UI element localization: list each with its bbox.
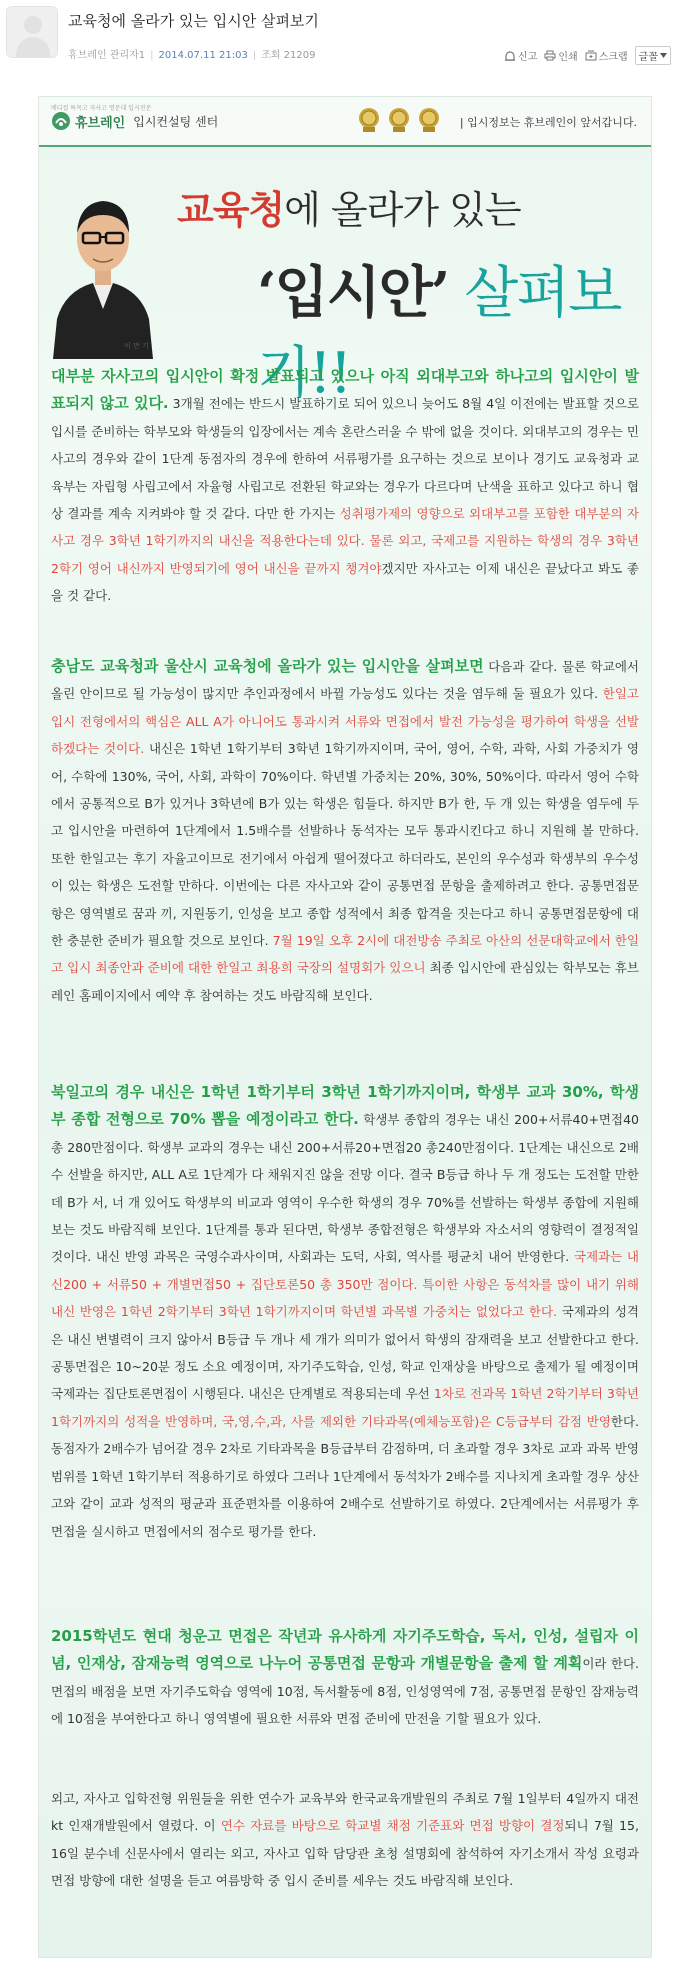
highlight-text: 충남도 교육청과 울산시 교육청에 올라가 있는 입시안을 살펴보면 [51,657,484,675]
portrait-signature: 이 만 기 [124,342,149,350]
view-count: 조회 21209 [261,50,316,61]
article-paragraph [51,1079,639,1545]
headline-line1: 교육청에 올라가 있는 [177,187,521,232]
body-text: 한다. 동점자가 2배수가 넘어갈 경우 2차로 기타과목을 B등급부터 감점하며, 더 초과할 경우 3차로 교과 과목 반영 범위를 1학년 1학기부터 적용하기로 하였다 그러나 1단계에서 동석차가 2배수를 지나치게 초과할 경우 상산고와 같이 교과 성적의 평균과 표준편차를 이용하여 2배수로 선발하기로 하였다. 2단계에서는 서류평가 후 면접을 실시하고 면접에서의 점수로 평가를 한다. [51,1413,639,1539]
emphasis-text: 1차로 전과목 1학년 2학기부터 3학년 1학기까지의 성적을 반영하며, 국,영,수,과, 사를 제외한 기타과목(예체능포함)은 C등급부터 감점 반영 [51,1386,639,1429]
highlight-text: 북일고의 경우 내신은 1학년 1학기부터 3학년 1학기까지이며, 학생부 교과 30%, 학생부 종합 전형으로 70% 뽑을 예정이라고 한다. [51,1083,639,1129]
post-actions [504,46,671,65]
siren-icon [504,50,516,61]
headline-line2: ‘입시안’ 살펴보기!! [257,260,621,406]
logo-brand: 휴브레인 [75,115,126,131]
post-title: 교육청에 올라가 있는 입시안 살펴보기 [68,12,319,30]
logo-sub: 입시컨설팅 센터 [133,114,219,129]
body-text: 겠지만 자사고는 이제 내신은 끝났다고 봐도 좋을 것 같다. [51,560,639,604]
award-medal-icon [417,106,441,134]
post-date: 2014.07.11 21:03 [158,50,248,61]
emphasis-text: 7월 19일 오후 2시에 대전방송 주최로 아산의 선문대학교에서 한일고 입시 최종안과 준비에 대한 한일고 최용희 국장의 설명회가 있으니 [51,933,640,976]
logo-tagline: 메디컬 특목고 자사고 명문대 입시전문 [51,105,152,112]
font-select[interactable]: 글꼴 [635,46,671,65]
post-meta: 휴브레인 관리자1 | 2014.07.11 21:03 | 조회 21209 [68,50,316,61]
article-paragraph [51,653,639,1009]
award-medals [357,106,441,134]
body-text: 3개월 전에는 반드시 발표하기로 되어 있으니 늦어도 8월 4일 이전에는 발표할 것으로 입시를 준비하는 학부모와 학생들의 입장에서는 계속 혼란스러울 수 밖에 없을 것이다. 외대부고의 경우는 민사고의 경우와 같이 1단계 동점자의 경우에 한하여 서류평가를 요구하는 것으로 보이나 경기도 교육청과 교육부는 자립형 사립고에서 자율형 사립고로 전환된 학교와는 경우가 다르다며 난색을 표하고 있다고 하니 협상 결과를 계속 지켜봐야 할 것 같다. 다만 한 가지는 [51,396,639,522]
emphasis-text: 국제과는 내신200 + 서류50 + 개별면접50 + 집단토론50 총 350만 점이다. 특이한 사항은 동석차를 많이 내기 위해 내신 반영은 1학년 2학기부터 3학년 1학기까지이며 학년별 과목별 가중치는 없었다고 한다. [51,1249,639,1320]
body-text: 학생부 종합의 경우는 내신 200+서류40+면접40 총 280만점이다. 학생부 교과의 경우는 내신 200+서류20+면접20 총240만점이다. 1단계는 내신으로 2배수 선발을 하지만, ALL A로 1단계가 다 채워지진 않을 전망 이다. 결국 B등급 하나 두 개 정도는 도전할 만한데 B가 서, 너 개 있어도 학생부의 비교과 영역이 우수한 학생의 경우 70%를 선발하는 학생부 종합에 지원해 보는 것도 바람직해 보인다. 1단계를 통과 된다면, 학생부 종합전형은 학생부와 자소서의 영향력이 결정적일 것이다. 내신 반영 과목은 국영수과사이며, 사회과는 도덕, 사회, 역사를 평균치 내어 반영한다. [51,1112,639,1265]
scrap-icon [585,50,597,61]
highlight-text: 대부분 자사고의 입시안이 확정 발표되고 있으나 아직 외대부고와 하나고의 입시안이 발표되지 않고 있다. [51,367,639,413]
author-name[interactable]: 휴브레인 관리자1 [68,50,146,61]
brand-logo [51,105,219,131]
report-button[interactable]: 신고 [504,48,537,63]
highlight-text: 2015학년도 현대 청운고 면접은 작년과 유사하게 자기주도학습, 독서, 인성, 설립자 이념, 인재상, 잠재능력 영역으로 나누어 공통면접 문항과 개별문항을 출제 할 계획 [51,1627,639,1673]
banner-slogan: | 입시정보는 휴브레인이 앞서갑니다. [459,116,637,129]
body-text: 내신은 1학년 1학기부터 3학년 1학기까지이며, 국어, 영어, 수학, 과학, 사회 가중치가 영어, 수학에 130%, 국어, 사회, 과학이 70%이다. 학년별 가중치는 20%, 30%, 50%이다. 따라서 영어 수학에서 공통적으로 B가 있거나 3학년에 B가 있는 학생은 힘들다. 하지만 B가 한, 두 개 있는 학생을 염두에 두고 입시안을 마련하여 1단계에서 1.5배수를 선발하나 동석자는 모두 통과시킨다고 하니 지원해 볼 만하다. 또한 한일고는 후기 자율고이므로 전기에서 아쉽게 떨어졌다고 하더라도, 본인의 우수성과 학생부의 우수성이 있는 학생은 도전할 만하다. 이번에는 다른 자사고와 같이 공통면접 문항을 출제하려고 한다. 공통면접문항은 영역별로 꿈과 끼, 지원동기, 인성을 보고 종합 성적에서 최종 합격을 짓는다고 하니 공통면접문항에 대한 충분한 준비가 필요할 것으로 보인다. [51,741,639,949]
article-paragraph [51,1623,639,1733]
body-text: 국제과의 성격은 내신 변별력이 크지 않아서 B등급 두 개나 세 개가 의미가 없어서 학생의 잠재력을 보고 선발한다고 한다. 공통면접은 10~20분 정도 소요 예정이며, 자기주도학습, 인성, 학교 인재상을 바탕으로 출제가 될 예정이며 국제과는 집단토론면접이 시행된다. 내신은 단계별로 적용되는데 우선 [51,1304,639,1402]
award-medal-icon [357,106,381,134]
scrap-button[interactable]: 스크랩 [585,48,628,63]
emphasis-text: 연수 자료를 바탕으로 학교별 채점 기준표와 면접 방향이 결정 [220,1818,565,1834]
award-medal-icon [387,106,411,134]
body-text: 다음과 같다. 물론 학교에서 올린 안이므로 될 가능성이 많지만 추인과정에서 바뀔 가능성도 있다는 것을 염두해 둘 필요가 있다. [51,659,639,702]
content-panel [38,96,652,1958]
body-text: 외고, 자사고 입학전형 위원들을 위한 연수가 교육부와 한국교육개발원의 주최로 7월 1일부터 4일까지 대전 kt 인재개발원에서 열렸다. 이 [51,1791,639,1834]
hero-banner [39,149,651,406]
body-text: 이라 한다. 면접의 배점을 보면 자기주도학습 영역에 10점, 독서활동에 8점, 인성영역에 7점, 공통면접 문항인 잠재능력에 10점을 부여한다고 하니 영역별에 필요한 서류와 면접 준비에 만전을 기할 필요가 있다. [51,1656,639,1727]
body-text: 최종 입시안에 관심있는 학부모는 휴브레인 홈페이지에서 예약 후 참여하는 것도 바람직해 보인다. [51,960,639,1003]
article-paragraph [51,363,639,610]
hubrain-logo-icon [51,111,71,131]
article-paragraph [51,1785,639,1895]
post-header [0,0,689,76]
chevron-down-icon [660,53,667,58]
printer-icon [544,50,556,61]
print-button[interactable]: 인쇄 [544,48,577,63]
emphasis-text: 한일고 입시 전형에서의 핵심은 ALL A가 아니어도 통과시켜 서류와 면접에서 발전 가능성을 평가하여 학생을 선발하겠다는 것이다. [51,686,639,757]
banner-top [39,97,651,147]
emphasis-text: 성취평가제의 영향으로 외대부고를 포함한 대부분의 자사고 경우 3학년 1학기까지의 내신을 적용한다는데 있다. 물론 외고, 국제고를 지원하는 학생의 경우 3학년 2학기 영어 내신까지 반영되기에 영어 내신을 끝까지 챙겨야 [51,506,639,576]
avatar[interactable] [6,6,58,58]
consultant-portrait [43,159,163,359]
body-text: 되니 7월 15, 16일 분수네 신문사에서 열리는 외고, 자사고 입학 담당관 초청 설명회에 참석하여 자기소개서 작성 요령과 면접 방향에 대한 설명을 듣고 여름방학 중 입시 준비를 세우는 것도 바람직해 보인다. [51,1818,639,1889]
